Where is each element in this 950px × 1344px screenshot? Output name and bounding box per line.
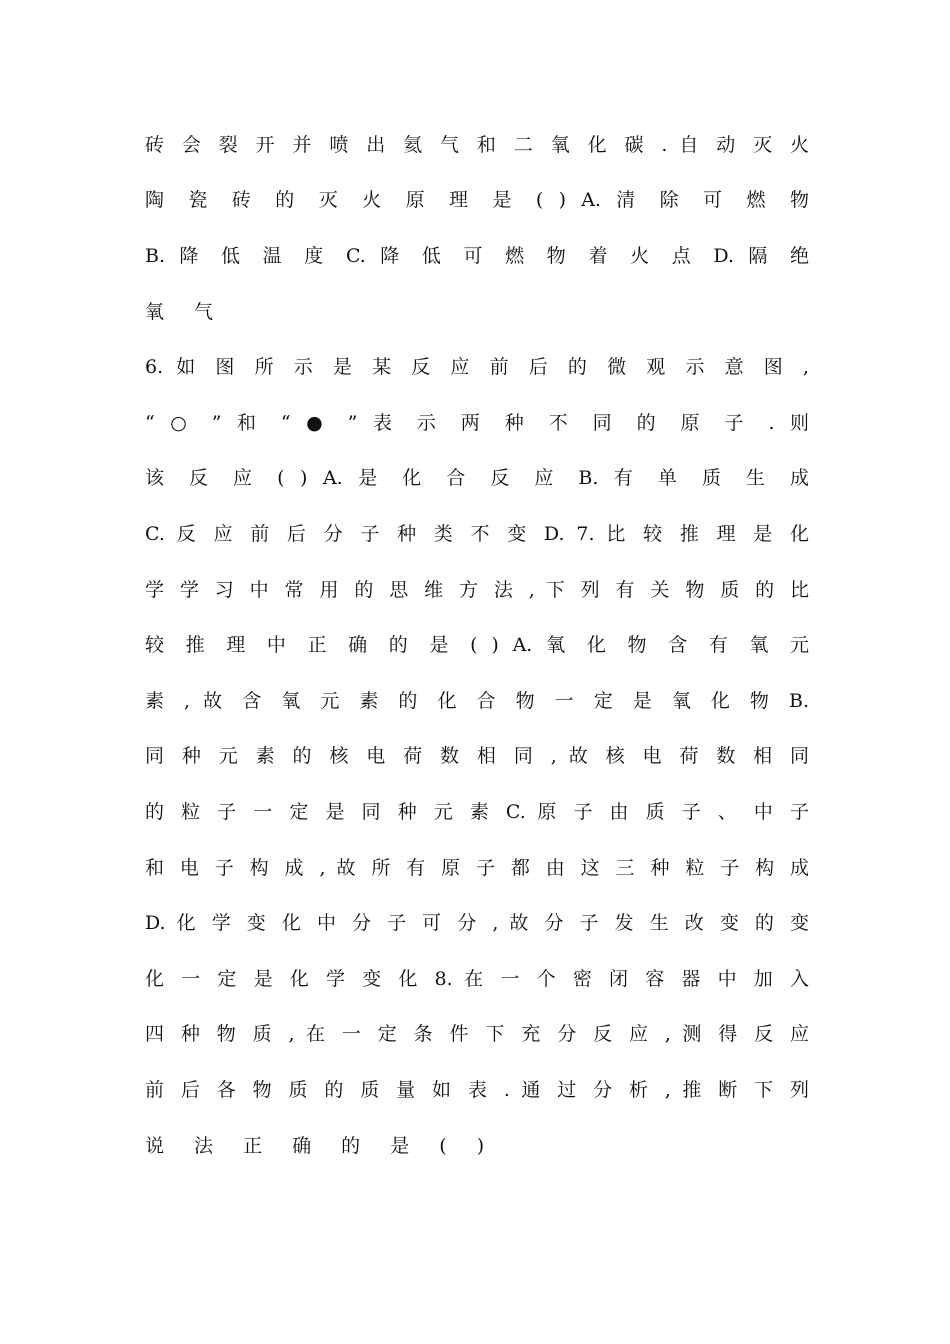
text-line: 6. 如 图 所 示 是 某 反 应 前 后 的 微 观 示 意 图 , xyxy=(145,356,809,378)
text-line: 四 种 物 质 , 在 一 定 条 件 下 充 分 反 应 , 测 得 反 应 xyxy=(145,1023,809,1045)
text-line: 素 , 故 含 氧 元 素 的 化 合 物 一 定 是 氧 化 物 B. xyxy=(145,690,809,712)
text-line: 前 后 各 物 质 的 质 量 如 表 . 通 过 分 析 , 推 断 下 列 xyxy=(145,1079,809,1101)
text-line: 较 推 理 中 正 确 的 是 ( ) A. 氧 化 物 含 有 氧 元 xyxy=(145,634,809,656)
text-line: 该 反 应 ( ) A. 是 化 合 反 应 B. 有 单 质 生 成 xyxy=(145,467,809,489)
text-line: 砖 会 裂 开 并 喷 出 氦 气 和 二 氧 化 碳 . 自 动 灭 火 xyxy=(145,134,809,156)
text-line: “ ○ ” 和 “ ● ” 表 示 两 种 不 同 的 原 子 . 则 xyxy=(145,412,809,434)
text-line: 学 学 习 中 常 用 的 思 维 方 法 , 下 列 有 关 物 质 的 比 xyxy=(145,579,809,601)
text-line: 化 一 定 是 化 学 变 化 8. 在 一 个 密 闭 容 器 中 加 入 xyxy=(145,968,809,990)
text-line: 说 法 正 确 的 是 ( ) xyxy=(145,1135,497,1157)
text-line: B. 降 低 温 度 C. 降 低 可 燃 物 着 火 点 D. 隔 绝 xyxy=(145,245,809,267)
text-line: 同 种 元 素 的 核 电 荷 数 相 同 , 故 核 电 荷 数 相 同 xyxy=(145,745,809,767)
text-line: 和 电 子 构 成 , 故 所 有 原 子 都 由 这 三 种 粒 子 构 成 xyxy=(145,857,809,879)
text-line: 氧 气 xyxy=(145,301,226,323)
text-line: D. 化 学 变 化 中 分 子 可 分 , 故 分 子 发 生 改 变 的 变 xyxy=(145,912,809,934)
text-line: 陶 瓷 砖 的 灭 火 原 理 是 ( ) A. 清 除 可 燃 物 xyxy=(145,189,809,211)
text-line: 的 粒 子 一 定 是 同 种 元 素 C. 原 子 由 质 子 、 中 子 xyxy=(145,801,809,823)
text-line: C. 反 应 前 后 分 子 种 类 不 变 D. 7. 比 较 推 理 是 化 xyxy=(145,523,809,545)
